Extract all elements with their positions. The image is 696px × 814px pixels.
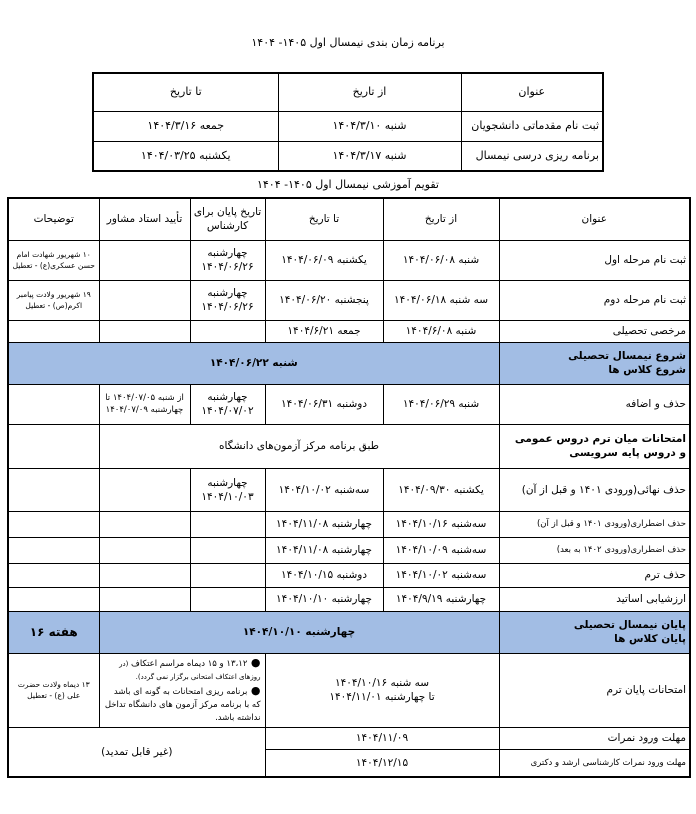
row-advisor: [99, 511, 190, 537]
row-notes: [8, 424, 99, 468]
row-subject: امتحانات پایان ترم: [499, 653, 690, 727]
week-label: هفته ۱۶: [8, 611, 99, 653]
row-to: چهارشنبه ۱۴۰۴/۱۱/۰۸: [265, 537, 383, 563]
table-row: [8, 537, 690, 563]
row-advisor: از شنبه ۱۴۰۴/۰۷/۰۵ تا چهارشنبه ۱۴۰۴/۰۷/۰۹: [99, 384, 190, 424]
table-row: [93, 141, 603, 171]
row-from: شنبه ۱۴۰۴/۰۶/۲۹: [383, 384, 499, 424]
row-expert-end: [190, 563, 265, 587]
row-advisor: [99, 280, 190, 320]
row-from: شنبه ۱۴۰۴/۳/۱۷: [278, 141, 461, 171]
header-subject: عنوان: [461, 73, 603, 111]
midterm-text: طبق برنامه مرکز آزمون‌های دانشگاه: [99, 424, 499, 468]
header-advisor: تأیید استاد مشاور: [99, 198, 190, 240]
table-row: [8, 320, 690, 342]
table-row: [93, 111, 603, 141]
row-from: سه‌شنبه ۱۴۰۴/۱۰/۰۲: [383, 563, 499, 587]
row-notes: [8, 563, 99, 587]
semester-start-line1: شروع نیمسال تحصیلی: [568, 350, 686, 362]
row-notes: [8, 511, 99, 537]
exam-dates: [265, 653, 499, 727]
calendar-table: [7, 197, 691, 778]
row-expert-end: [190, 320, 265, 342]
row-from: شنبه ۱۴۰۴/۶/۰۸: [383, 320, 499, 342]
row-from: سه‌شنبه ۱۴۰۴/۱۰/۱۶: [383, 511, 499, 537]
semester-end-date: چهارشنبه ۱۴۰۴/۱۰/۱۰: [99, 611, 499, 653]
semester-end-line1: پایان نیمسال تحصیلی: [573, 619, 686, 631]
table-row: [8, 280, 690, 320]
row-subject: مهلت ورود نمرات کارشناسی ارشد و دکتری: [499, 749, 690, 777]
row-subject: حذف اضطراری(ورودی ۱۴۰۱ و قبل از آن): [499, 511, 690, 537]
row-from: سه‌شنبه ۱۴۰۴/۱۰/۰۹: [383, 537, 499, 563]
row-subject: ثبت نام مرحله دوم: [499, 280, 690, 320]
header-from: از تاریخ: [383, 198, 499, 240]
row-subject: برنامه ریزی درسی نیمسال: [461, 141, 603, 171]
row-subject: حذف و اضافه: [499, 384, 690, 424]
row-expert-end: [190, 587, 265, 611]
header-notes: توضیحات: [8, 198, 99, 240]
row-subject: حذف نهائی(ورودی ۱۴۰۱ و قبل از آن): [499, 468, 690, 511]
row-notes: [8, 468, 99, 511]
header-from: از تاریخ: [278, 73, 461, 111]
row-notes: [8, 537, 99, 563]
semester-end-subject: [499, 611, 690, 653]
semester-end-line2: پایان کلاس ها: [614, 633, 686, 645]
row-expert-end: [190, 511, 265, 537]
bullet-icon: ●: [247, 655, 261, 669]
row-to: پنجشنبه ۱۴۰۴/۰۶/۲۰: [265, 280, 383, 320]
grades-date: ۱۴۰۴/۱۱/۰۹: [265, 727, 499, 749]
row-subject: ثبت نام مرحله اول: [499, 240, 690, 280]
row-subject: ارزشیابی اساتید: [499, 587, 690, 611]
row-advisor: [99, 468, 190, 511]
midterm-line1: امتحانات میان ترم دروس عمومی: [514, 433, 686, 445]
table-row: [8, 653, 690, 727]
row-notes: [8, 384, 99, 424]
table-row: [8, 727, 690, 749]
midterm-subject: [499, 424, 690, 468]
table-row: [8, 511, 690, 537]
exam-note-2: [104, 684, 261, 725]
row-subject: حذف اضطراری(ورودی ۱۴۰۲ به بعد): [499, 537, 690, 563]
row-to: جمعه ۱۴۰۴/۳/۱۶: [93, 111, 278, 141]
row-notes: ۱۳ دیماه ولادت حضرت علی (ع) - تعطیل: [8, 653, 99, 727]
row-expert-end: چهارشنبه ۱۴۰۴/۰۶/۲۶: [190, 280, 265, 320]
exam-notes: [99, 653, 265, 727]
row-from: شنبه ۱۴۰۴/۰۶/۰۸: [383, 240, 499, 280]
row-subject: حذف ترم: [499, 563, 690, 587]
row-from: چهارشنبه ۱۴۰۴/۹/۱۹: [383, 587, 499, 611]
exam-date-line1: سه شنبه ۱۴۰۴/۱۰/۱۶: [334, 677, 430, 689]
exam-note-1: [104, 656, 261, 684]
exam-note-1-main: ۱۳،۱۲ و ۱۵ دیماه مراسم اعتکاف: [131, 658, 248, 669]
semester-start-line2: شروع کلاس ها: [608, 364, 686, 376]
row-expert-end: چهارشنبه ۱۴۰۴/۰۷/۰۲: [190, 384, 265, 424]
row-notes: ۱۹ شهریور ولادت پیامبر اکرم(ص) - تعطیل: [8, 280, 99, 320]
schedule-title: برنامه زمان بندی نیمسال اول ۱۴۰۵- ۱۴۰۴: [251, 36, 445, 49]
semester-start-row: [8, 342, 690, 384]
row-from: یکشنبه ۱۴۰۴/۰۹/۳۰: [383, 468, 499, 511]
row-to: جمعه ۱۴۰۴/۶/۲۱: [265, 320, 383, 342]
row-advisor: [99, 537, 190, 563]
row-to: دوشنبه ۱۴۰۴/۱۰/۱۵: [265, 563, 383, 587]
schedule-table: [92, 72, 604, 172]
bullet-icon: ●: [247, 683, 261, 697]
row-notes: ۱۰ شهریور شهادت امام حسن عسکری(ع) - تعطیل: [8, 240, 99, 280]
semester-end-row: [8, 611, 690, 653]
calendar-title: تقویم آموزشی نیمسال اول ۱۴۰۵- ۱۴۰۴: [256, 178, 439, 191]
row-expert-end: چهارشنبه ۱۴۰۴/۰۶/۲۶: [190, 240, 265, 280]
row-subject: ثبت نام مقدماتی دانشجویان: [461, 111, 603, 141]
row-advisor: [99, 320, 190, 342]
row-to: چهارشنبه ۱۴۰۴/۱۰/۱۰: [265, 587, 383, 611]
row-to: دوشنبه ۱۴۰۴/۰۶/۳۱: [265, 384, 383, 424]
table-row: [8, 384, 690, 424]
table-row: [8, 563, 690, 587]
schedule-header-row: [93, 73, 603, 111]
header-to: تا تاریخ: [265, 198, 383, 240]
semester-start-date: شنبه ۱۴۰۴/۰۶/۲۲: [8, 342, 499, 384]
row-advisor: [99, 587, 190, 611]
header-subject: عنوان: [499, 198, 690, 240]
row-from: سه شنبه ۱۴۰۴/۰۶/۱۸: [383, 280, 499, 320]
row-from: شنبه ۱۴۰۴/۳/۱۰: [278, 111, 461, 141]
row-to: سه‌شنبه ۱۴۰۴/۱۰/۰۲: [265, 468, 383, 511]
exam-note-2-text: برنامه ریزی امتحانات به گونه ای باشد که با برنامه مرکز آزمون های دانشگاه تداخل نداشته باشد.: [104, 686, 261, 723]
row-expert-end: چهارشنبه ۱۴۰۴/۱۰/۰۳: [190, 468, 265, 511]
row-subject: مهلت ورود نمرات: [499, 727, 690, 749]
row-to: یکشنبه ۱۴۰۴/۰۳/۲۵: [93, 141, 278, 171]
header-expert-end: تاریخ پایان برای کارشناس: [190, 198, 265, 240]
grad-grades-date: ۱۴۰۴/۱۲/۱۵: [265, 749, 499, 777]
table-row: [8, 587, 690, 611]
row-to: یکشنبه ۱۴۰۴/۰۶/۰۹: [265, 240, 383, 280]
midterm-line2: و دروس پایه سرویسی: [569, 447, 686, 459]
row-notes: [8, 320, 99, 342]
row-notes: [8, 587, 99, 611]
exam-note-1-small: (در روزهای اعتکاف امتحانی برگزار نمی گردد).: [119, 659, 261, 681]
table-row: [8, 424, 690, 468]
row-subject: مرخصی تحصیلی: [499, 320, 690, 342]
header-to: تا تاریخ: [93, 73, 278, 111]
calendar-header-row: [8, 198, 690, 240]
row-advisor: [99, 563, 190, 587]
row-advisor: [99, 240, 190, 280]
table-row: [8, 468, 690, 511]
row-to: چهارشنبه ۱۴۰۴/۱۱/۰۸: [265, 511, 383, 537]
grades-extra: (غیر قابل تمدید): [8, 727, 265, 777]
table-row: [8, 240, 690, 280]
row-expert-end: [190, 537, 265, 563]
exam-date-line2: تا چهارشنبه ۱۴۰۴/۱۱/۰۱: [329, 691, 435, 703]
semester-start-subject: [499, 342, 690, 384]
